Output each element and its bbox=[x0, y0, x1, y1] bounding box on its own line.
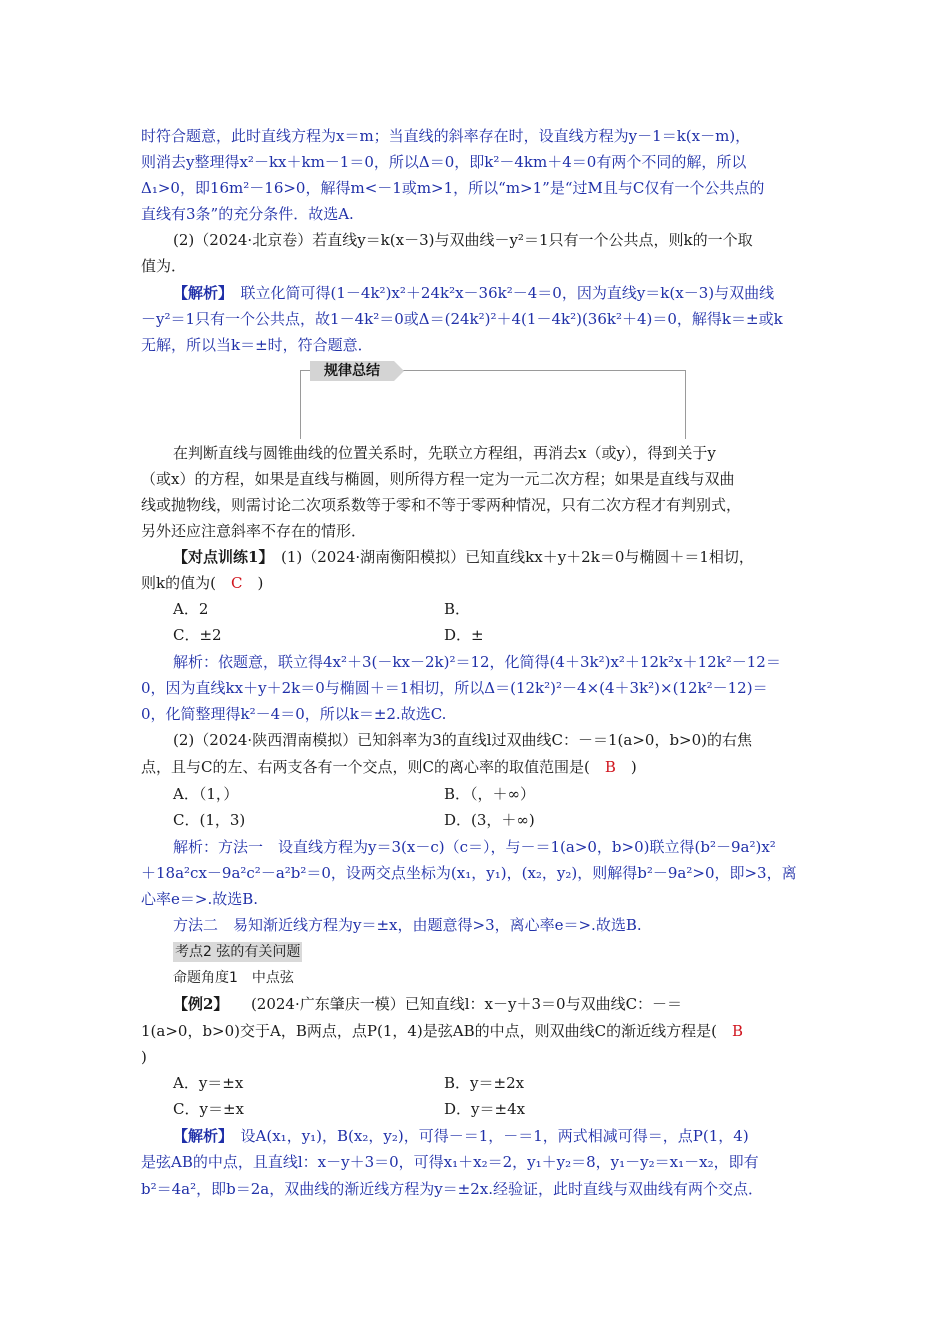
exercise-line bbox=[141, 573, 813, 593]
answer-mark: C bbox=[230, 574, 243, 592]
option-c: C．±2 bbox=[173, 626, 222, 644]
question-text: 点，且与C的左、右两支各有一个交点，则C的离心率的取值范围是( bbox=[141, 758, 590, 776]
option-b: B．y＝±2x bbox=[444, 1074, 525, 1092]
solution-text: 设A(x₁，y₁)，B(x₂，y₂)，可得－＝1，－＝1，两式相减可得＝，点P(1，4) bbox=[240, 1127, 749, 1145]
option-b: B．（，＋∞） bbox=[444, 785, 536, 803]
question-text: (2)（2024·北京卷）若直线y＝k(x－3)与双曲线－y²＝1只有一个公共点，则k的一个取 bbox=[173, 231, 753, 249]
solution-line: b²＝4a²，即b＝2a，双曲线的渐近线方程为y＝±2x.经验证，此时直线与双曲线有两个交点． bbox=[141, 1180, 764, 1198]
option-c: C．y＝±x bbox=[173, 1100, 244, 1118]
solution-line: 无解，所以当k＝±时，符合题意． bbox=[141, 336, 373, 354]
exercise-line bbox=[173, 547, 813, 567]
exercise-tag: 【对点训练1】 bbox=[173, 548, 266, 566]
solution-line bbox=[173, 1126, 813, 1146]
solution-line: 解析：方法一 设直线方程为y＝3(x－c)（c＝），与－＝1(a>0，b>0)联立得(b²－9a²)x² bbox=[173, 838, 776, 856]
example-text: 1(a>0，b>0)交于A，B两点，点P(1，4)是弦AB的中点，则双曲线C的渐近线方程是( bbox=[141, 1022, 717, 1040]
option-a: A．2 bbox=[173, 600, 209, 618]
option-d: D．y＝±4x bbox=[444, 1100, 526, 1118]
solution-line: －y²＝1只有一个公共点，故1－4k²＝0或Δ＝(24k²)²＋4(1－4k²)(36k²＋4)＝0，解得k＝±或k bbox=[141, 310, 783, 328]
question-text: (2)（2024·陕西渭南模拟）已知斜率为3的直线l过双曲线C：－＝1(a>0，b>0)的右焦 bbox=[173, 731, 753, 749]
exercise-text: 则k的值为( bbox=[141, 574, 216, 592]
example-line bbox=[173, 994, 813, 1014]
example-tag: 【例2】 bbox=[173, 995, 221, 1013]
text-line: 则消去y整理得x²－kx＋km－1＝0，所以Δ＝0，即k²－4km＋4＝0有两个不同的解，所以 bbox=[141, 153, 747, 171]
solution-line bbox=[173, 283, 813, 303]
summary-title: 规律总结 bbox=[310, 361, 394, 381]
section-heading: 考点2 弦的有关问题 bbox=[175, 944, 301, 960]
solution-line: 心率e＝>.故选B. bbox=[141, 890, 259, 908]
option-d: D．± bbox=[444, 626, 484, 644]
text-line: Δ₁>0，即16m²－16>0，解得m<－1或m>1，所以“m>1”是“过M且与C仅有一个公共点的 bbox=[141, 179, 765, 197]
solution-text: 联立化简可得(1－4k²)x²＋24k²x－36k²－4＝0，因为直线y＝k(x－3)与双曲线 bbox=[240, 284, 775, 302]
exercise-text: ) bbox=[257, 574, 264, 592]
option-b: B． bbox=[444, 600, 471, 618]
option-c: C．(1，3) bbox=[173, 811, 246, 829]
question-text bbox=[141, 757, 813, 777]
example-text: (2024·广东肇庆一模）已知直线l：x－y＋3＝0与双曲线C：－＝ bbox=[250, 995, 683, 1013]
solution-line: 解析：依题意，联立得4x²＋3(－kx－2k)²＝12，化简得(4＋3k²)x²＋12k²x＋12k²－12＝ bbox=[173, 653, 781, 671]
solution-tag: 【解析】 bbox=[173, 1127, 226, 1145]
answer-mark: B bbox=[731, 1022, 743, 1040]
example-line bbox=[141, 1021, 813, 1041]
summary-text: 在判断直线与圆锥曲线的位置关系时，先联立方程组，再消去x（或y），得到关于y bbox=[173, 444, 716, 462]
example-line: ) bbox=[141, 1048, 147, 1066]
question-text: ) bbox=[630, 758, 637, 776]
text-line: 直线有3条”的充分条件．故选A. bbox=[141, 205, 354, 223]
summary-text: 线或抛物线，则需讨论二次项系数等于零和不等于零两种情况，只有二次方程才有判别式， bbox=[141, 496, 742, 514]
subsection-heading: 命题角度1 中点弦 bbox=[173, 970, 294, 986]
option-a: A．y＝±x bbox=[173, 1074, 244, 1092]
solution-line: 是弦AB的中点，且直线l：x－y＋3＝0，可得x₁＋x₂＝2，y₁＋y₂＝8，y₁－y₂＝x₁－x₂，即有 bbox=[141, 1153, 759, 1171]
summary-text: 另外还应注意斜率不存在的情形． bbox=[141, 522, 367, 540]
solution-line: 0，化简整理得k²－4＝0，所以k＝±2.故选C. bbox=[141, 705, 447, 723]
summary-text: （或x）的方程，如果是直线与椭圆，则所得方程一定为一元二次方程；如果是直线与双曲 bbox=[141, 470, 735, 488]
option-d: D．(3，＋∞) bbox=[444, 811, 535, 829]
answer-mark: B bbox=[604, 758, 616, 776]
text-line: 时符合题意，此时直线方程为x＝m；当直线的斜率存在时，设直线方程为y－1＝k(x－m)， bbox=[141, 127, 751, 145]
question-text: 值为． bbox=[141, 257, 187, 275]
solution-tag: 【解析】 bbox=[173, 284, 226, 302]
solution-line: 方法二 易知渐近线方程为y＝±x，由题意得>3，离心率e＝>.故选B. bbox=[173, 916, 642, 934]
solution-line: ＋18a²cx－9a²c²－a²b²＝0，设两交点坐标为(x₁，y₁)，(x₂，y₂)，则解得b²－9a²>0，即>3，离 bbox=[141, 864, 797, 882]
option-a: A．（1，） bbox=[173, 785, 239, 803]
solution-line: 0，因为直线kx＋y＋2k＝0与椭圆＋＝1相切，所以Δ＝(12k²)²－4×(4＋3k²)×(12k²－12)＝ bbox=[141, 679, 768, 697]
exercise-text: (1)（2024·湖南衡阳模拟）已知直线kx＋y＋2k＝0与椭圆＋＝1相切， bbox=[280, 548, 754, 566]
